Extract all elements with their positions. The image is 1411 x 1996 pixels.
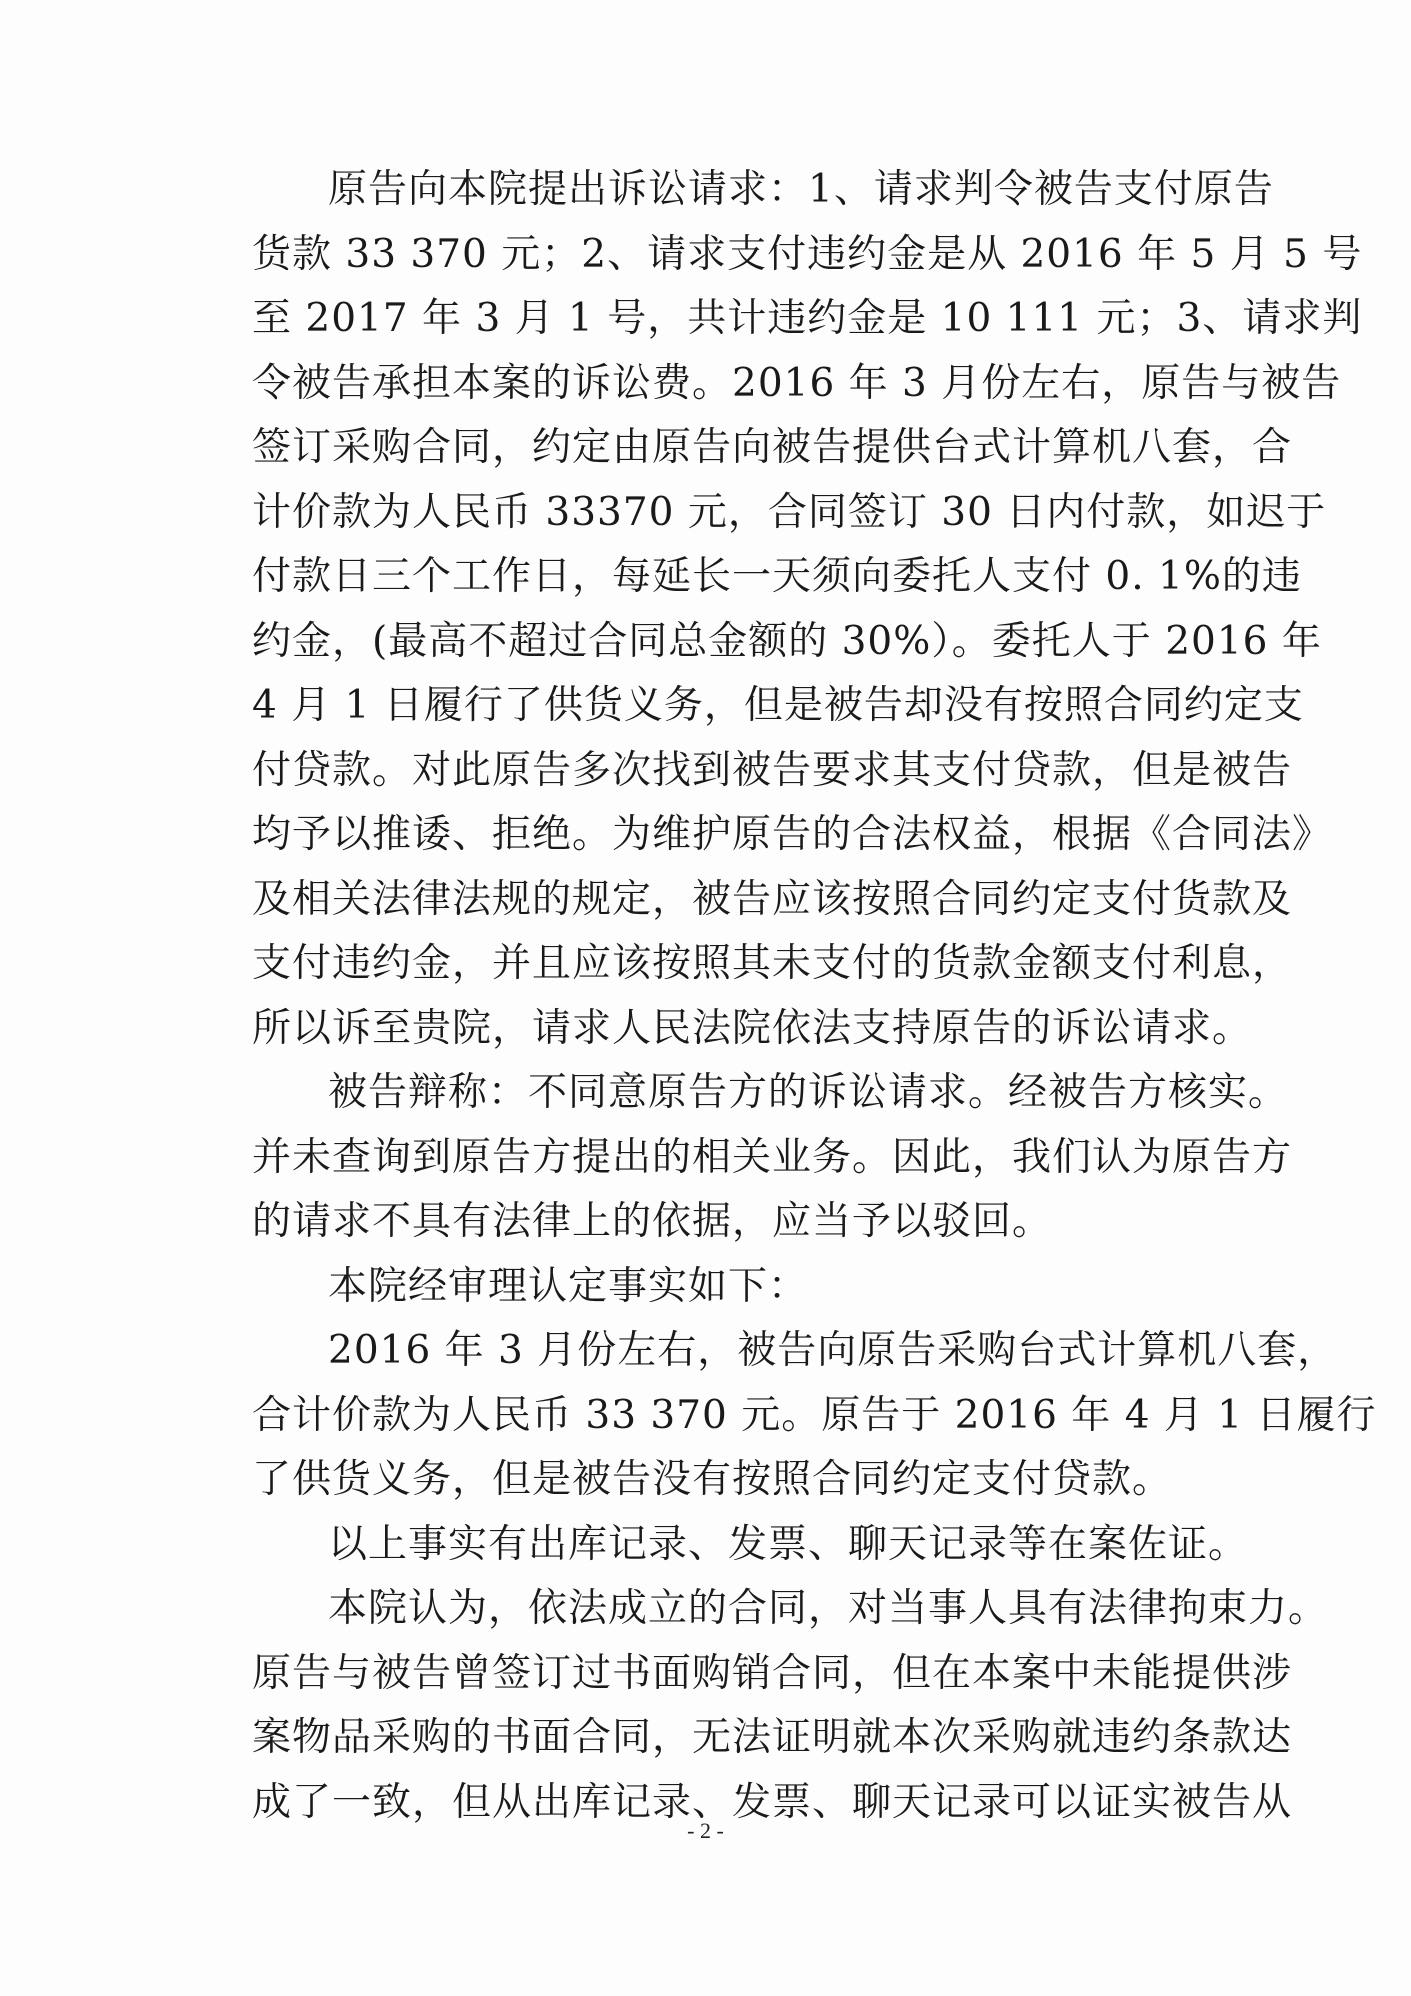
text-line-1: 原告向本院提出诉讼请求：1、请求判令被告支付原告 [328, 167, 1274, 212]
text-line-15: 被告辩称：不同意原告方的诉讼请求。经被告方核实。 [328, 1070, 1289, 1115]
text-line-21: 了供货义务，但是被告没有按照合同约定支付贷款。 [252, 1457, 1173, 1502]
page-number: - 2 - [687, 1818, 724, 1843]
text-line-25: 案物品采购的书面合同，无法证明就本次采购就违约条款达 [252, 1715, 1293, 1760]
text-line-5: 签订采购合同，约定由原告向被告提供台式计算机八套，合 [252, 425, 1293, 470]
text-line-6: 计价款为人民币 33370 元，合同签订 30 日内付款，如迟于 [252, 489, 1327, 535]
text-line-10: 付贷款。对此原告多次找到被告要求其支付贷款，但是被告 [252, 747, 1293, 793]
text-line-2: 货款 33 370 元；2、请求支付违约金是从 2016 年 5 月 5 号 [252, 231, 1363, 277]
text-line-14: 所以诉至贵院，请求人民法院依法支持原告的诉讼请求。 [252, 1005, 1253, 1051]
text-line-13: 支付违约金，并且应该按照其未支付的货款金额支付利息， [252, 941, 1293, 986]
text-line-26: 成了一致，但从出库记录、发票、聊天记录可以证实被告从 [252, 1779, 1293, 1825]
text-line-19: 2016 年 3 月份左右，被告向原告采购台式计算机八套， [328, 1328, 1338, 1373]
text-line-16: 并未查询到原告方提出的相关业务。因此，我们认为原告方 [252, 1134, 1293, 1180]
text-line-18: 本院经审理认定事实如下： [328, 1263, 809, 1309]
text-line-11: 均予以推诿、拒绝。为维护原告的合法权益，根据《合同法》 [252, 812, 1333, 857]
text-line-8: 约金，(最高不超过合同总金额的 30%）。委托人于 2016 年 [252, 618, 1322, 664]
text-line-12: 及相关法律法规的规定，被告应该按照合同约定支付货款及 [252, 876, 1293, 922]
text-line-3: 至 2017 年 3 月 1 号，共计违约金是 10 111 元；3、请求判 [252, 296, 1363, 341]
text-line-20: 合计价款为人民币 33 370 元。原告于 2016 年 4 月 1 日履行 [252, 1392, 1377, 1438]
text-line-9: 4 月 1 日履行了供货义务，但是被告却没有按照合同约定支 [252, 683, 1304, 728]
text-line-22: 以上事实有出库记录、发票、聊天记录等在案佐证。 [328, 1521, 1249, 1567]
judgment-body-text [252, 158, 1377, 1835]
text-line-24: 原告与被告曾签订过书面购销合同，但在本案中未能提供涉 [252, 1650, 1293, 1696]
text-line-23: 本院认为，依法成立的合同，对当事人具有法律拘束力。 [328, 1586, 1329, 1631]
text-line-4: 令被告承担本案的诉讼费。2016 年 3 月份左右，原告与被告 [252, 360, 1342, 406]
text-line-7: 付款日三个工作日，每延长一天须向委托人支付 0. 1%的违 [252, 554, 1302, 599]
text-line-17: 的请求不具有法律上的依据，应当予以驳回。 [252, 1199, 1053, 1244]
